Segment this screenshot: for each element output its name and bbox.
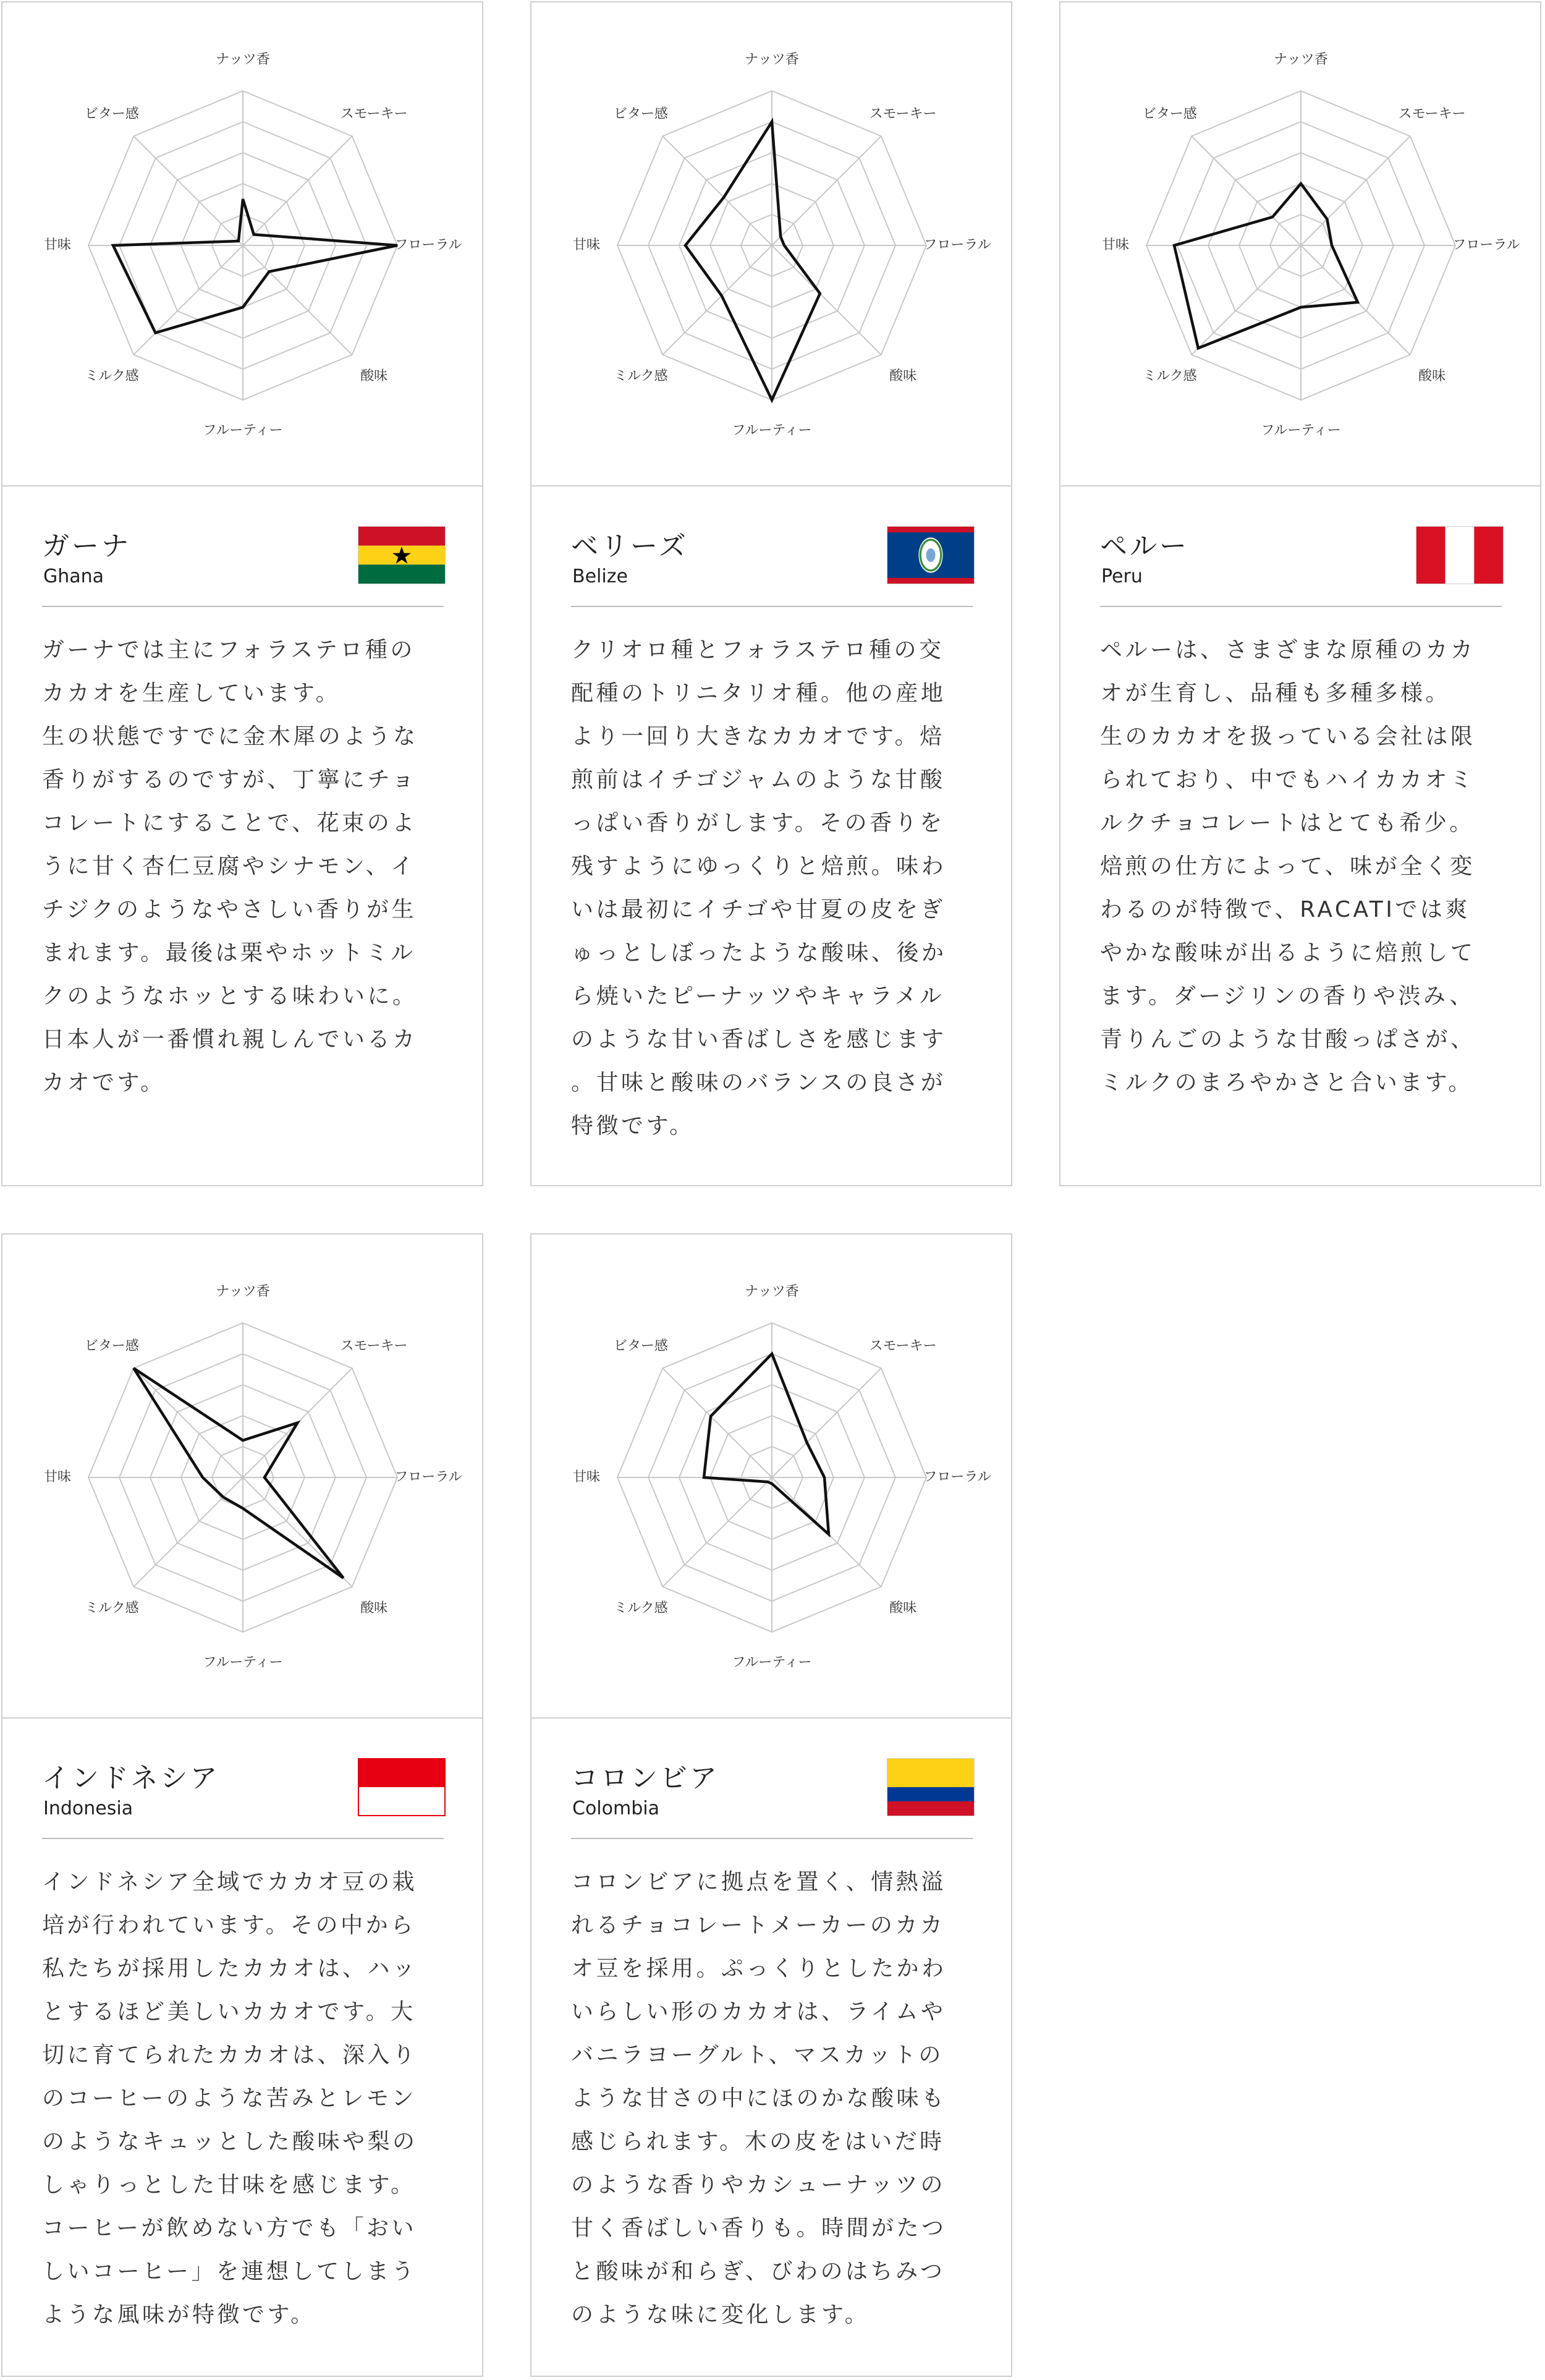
axis-label: スモーキー <box>869 106 937 122</box>
axis-label: ナッツ香 <box>216 1284 270 1299</box>
radar-svg-belize <box>531 2 1011 485</box>
axis-label: 甘味 <box>572 1469 601 1485</box>
axis-label: ナッツ香 <box>1274 52 1328 67</box>
axis-label: 酸味 <box>1418 368 1446 385</box>
axis-label: 酸味 <box>889 1600 917 1617</box>
divider <box>1100 606 1502 607</box>
axis-label: 酸味 <box>360 1600 388 1617</box>
axis-label: ビター感 <box>84 106 139 122</box>
country-name-jp: ガーナ <box>42 530 131 562</box>
colombia-flag-icon <box>887 1758 975 1816</box>
axis-label: スモーキー <box>869 1338 937 1354</box>
card-colombia <box>530 1233 1012 2377</box>
axis-label: フルーティー <box>732 423 812 438</box>
radar-chart-belize <box>531 2 1011 487</box>
divider <box>571 1838 973 1839</box>
belize-flag-icon <box>887 526 975 584</box>
card-indonesia <box>1 1233 483 2377</box>
axis-label: スモーキー <box>340 106 408 122</box>
axis-label: フルーティー <box>1261 423 1341 438</box>
axis-label: ミルク感 <box>85 368 139 385</box>
radar-chart-peru <box>1060 2 1540 487</box>
axis-label: スモーキー <box>1398 106 1466 122</box>
country-name-en: Colombia <box>572 1798 659 1819</box>
flavor-profile-polygon <box>685 122 820 400</box>
axis-label: フローラル <box>394 237 462 253</box>
axis-label: 甘味 <box>1101 237 1130 253</box>
radar-svg-peru <box>1060 2 1540 485</box>
description: ペルーは、さまざまな原種のカカ オが生育し、品種も多種多様。 生のカカオを扱っている会社は限 られており、中でもハイカカオミ ルクチョコレートはとても希少。 焙煎の仕方によって、味が全く変 わるのが特徴で、RACATIでは爽 やかな酸味が出るように焙煎して ます。ダージリンの香りや渋み、 青りんごのような甘酸っぱさが、 ミルクのまろやかさと合います。 <box>1100 637 1476 1095</box>
divider <box>42 1838 444 1839</box>
axis-label: 酸味 <box>889 368 917 385</box>
axis-label: ミルク感 <box>1143 368 1197 385</box>
axis-label: フローラル <box>923 237 991 253</box>
country-name-jp: ベリーズ <box>571 530 688 562</box>
radar-chart-ghana <box>2 2 482 487</box>
divider <box>42 606 444 607</box>
axis-label: フルーティー <box>732 1655 812 1670</box>
description: ガーナでは主にフォラステロ種の カカオを生産しています。 生の状態ですでに金木犀のような 香りがするのですが、丁寧にチョ コレートにすることで、花束のよ うに甘く杏仁豆腐やシナモン、イ チジクのようなやさしい香りが生 まれます。最後は栗やホットミル クのようなホッとする味わいに。 日本人が一番慣れ親しんでいるカ カオです。 <box>42 637 418 1095</box>
axis-label: フローラル <box>1452 237 1520 253</box>
country-name-en: Peru <box>1101 566 1143 587</box>
peru-flag-icon <box>1416 526 1504 584</box>
card-peru <box>1059 1 1541 1186</box>
radar-svg-colombia <box>531 1235 1011 1717</box>
radar-chart-colombia <box>531 1235 1011 1719</box>
axis-label: フローラル <box>923 1469 991 1485</box>
radar-svg-ghana <box>2 2 482 485</box>
indonesia-flag-icon <box>358 1758 446 1816</box>
country-name-en: Indonesia <box>43 1798 133 1819</box>
country-name-jp: コロンビア <box>571 1762 719 1794</box>
description: コロンビアに拠点を置く、情熱溢 れるチョコレートメーカーのカカ オ豆を採用。ぷっくりとしたかわ いらしい形のカカオは、ライムや バニラヨーグルト、マスカットの ような甘さの中にほのかな酸味も 感じられます。木の皮をはいだ時 のような香りやカシューナッツの 甘く香ばしい香りも。時間がたつ と酸味が和らぎ、びわのはちみつ のような味に変化します。 <box>571 1869 947 2327</box>
description: インドネシア全域でカカオ豆の栽 培が行われています。その中から 私たちが採用したカカオは、ハッ とするほど美しいカカオです。大 切に育てられたカカオは、深入り のコーヒーのような苦みとレモン のようなキュッとした酸味や梨の しゃりっとした甘味を感じます。 コーヒーが飲めない方でも「おい しいコーヒー」を連想してしまう ような風味が特徴です。 <box>42 1869 418 2327</box>
axis-label: ビター感 <box>1142 106 1197 122</box>
card-ghana <box>1 1 483 1186</box>
radar-svg-indonesia <box>2 1235 482 1717</box>
axis-label: ナッツ香 <box>216 52 270 67</box>
axis-label: ナッツ香 <box>745 1284 799 1299</box>
country-name-en: Ghana <box>43 566 104 587</box>
radar-chart-indonesia <box>2 1235 482 1719</box>
axis-label: スモーキー <box>340 1338 408 1354</box>
ghana-flag-icon <box>358 526 446 584</box>
axis-label: 甘味 <box>572 237 601 253</box>
axis-label: ビター感 <box>613 106 668 122</box>
axis-label: ビター感 <box>613 1338 668 1354</box>
axis-label: ナッツ香 <box>745 52 799 67</box>
axis-label: 酸味 <box>360 368 388 385</box>
description: クリオロ種とフォラステロ種の交 配種のトリニタリオ種。他の産地 より一回り大きなカカオです。焙 煎前はイチゴジャムのような甘酸 っぱい香りがします。その香りを 残すようにゆっくりと焙煎。味わ いは最初にイチゴや甘夏の皮をぎ ゅっとしぼったような酸味、後か ら焼いたピーナッツやキャラメル のような甘い香ばしさを感じます 。甘味と酸味のバランスの良さが 特徴です。 <box>571 637 947 1139</box>
country-name-jp: インドネシア <box>42 1762 220 1794</box>
axis-label: 甘味 <box>43 237 72 253</box>
country-name-en: Belize <box>572 566 628 587</box>
axis-label: フルーティー <box>203 1655 283 1670</box>
country-name-jp: ペルー <box>1100 530 1189 562</box>
axis-label: ミルク感 <box>614 368 668 385</box>
axis-label: フルーティー <box>203 423 283 438</box>
axis-label: ミルク感 <box>85 1600 139 1617</box>
axis-label: フローラル <box>394 1469 462 1485</box>
divider <box>571 606 973 607</box>
card-belize <box>530 1 1012 1186</box>
axis-label: 甘味 <box>43 1469 72 1485</box>
axis-label: ビター感 <box>84 1338 139 1354</box>
axis-label: ミルク感 <box>614 1600 668 1617</box>
